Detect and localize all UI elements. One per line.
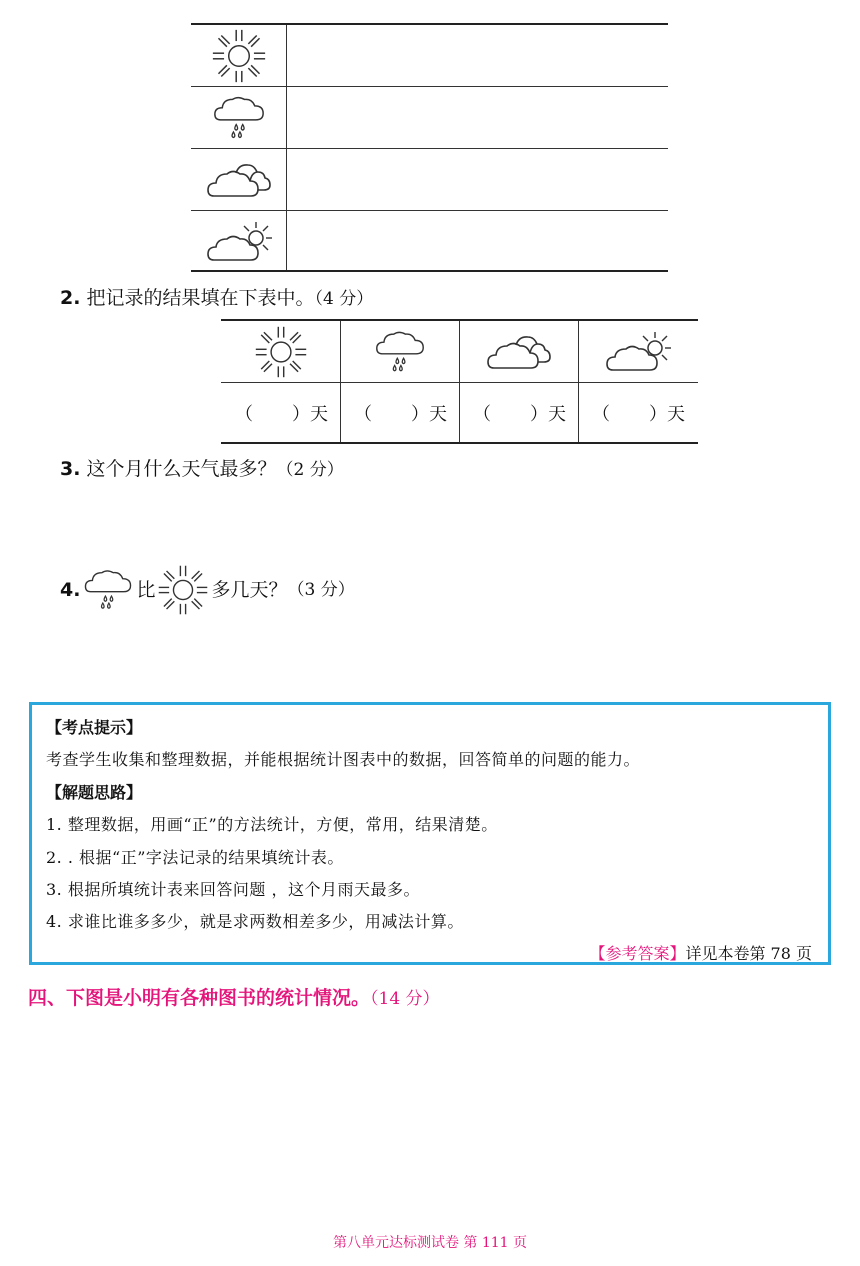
hint-heading-key-points: 【考点提示】 <box>46 718 143 737</box>
question-text: 这个月什么天气最多？ <box>86 458 277 480</box>
page-footer: 第八单元达标测试卷 第 111 页 <box>332 1235 528 1251</box>
record-table <box>191 23 668 272</box>
question-text-compare: 比 <box>136 579 156 601</box>
question-points: （2 分） <box>276 460 344 480</box>
sun-icon <box>211 28 267 84</box>
blank-open-paren: （ <box>592 404 610 425</box>
record-row-rainy <box>191 87 286 149</box>
hint-box <box>29 702 831 965</box>
question-points: （3 分） <box>287 580 355 600</box>
blank-open-paren: （ <box>354 404 372 425</box>
answer-blank-cloudy[interactable] <box>459 383 578 443</box>
section-title-text: 四、下图是小明有各种图书的统计情况。 <box>28 987 371 1009</box>
blank-open-paren: （ <box>235 404 253 425</box>
question-number: 4. <box>60 579 81 601</box>
record-row-cloudy <box>191 149 286 211</box>
cloud-icon <box>486 330 552 374</box>
rain-cloud-icon <box>211 92 267 144</box>
rain-cloud-icon <box>82 565 134 615</box>
question-text: 多几天？ <box>211 579 288 601</box>
hint-step-1: 1. 整理数据，用画“正”的方法统计，方便，常用，结果清楚。 <box>46 815 498 834</box>
answer-reference <box>589 941 812 964</box>
header-cloudy <box>459 321 578 382</box>
header-sunny <box>221 321 340 382</box>
sun-icon <box>157 564 209 616</box>
question-number: 2. <box>60 287 81 309</box>
question-4 <box>60 562 355 618</box>
answer-text: 详见本卷第 78 页 <box>685 944 812 963</box>
hint-step-4: 4. 求谁比谁多多少，就是求两数相差多少，用减法计算。 <box>46 912 464 931</box>
hint-heading-approach: 【解题思路】 <box>46 783 143 802</box>
blank-close-days: ）天 <box>411 404 447 425</box>
rain-cloud-icon <box>373 327 427 377</box>
header-rainy <box>340 321 459 382</box>
fill-table <box>221 319 698 444</box>
question-number: 3. <box>60 458 81 480</box>
blank-close-days: ）天 <box>292 404 328 425</box>
record-row-partly-cloudy <box>191 211 286 273</box>
cloud-icon <box>206 158 272 202</box>
question-2 <box>60 285 373 312</box>
cloud-sun-icon <box>206 220 272 264</box>
sun-icon <box>254 325 308 379</box>
blank-open-paren: （ <box>473 404 491 425</box>
answer-tag: 【参考答案】 <box>589 944 686 963</box>
answer-blank-partly-cloudy[interactable] <box>578 383 697 443</box>
question-text: 把记录的结果填在下表中。 <box>86 287 315 309</box>
hint-step-2: 2. . 根据“正”字法记录的结果填统计表。 <box>46 848 344 867</box>
answer-blank-rainy[interactable] <box>340 383 459 443</box>
hint-key-points-text: 考查学生收集和整理数据，并能根据统计图表中的数据，回答简单的问题的能力。 <box>46 750 641 769</box>
hint-step-3: 3. 根据所填统计表来回答问题 ，这个月雨天最多。 <box>46 880 420 899</box>
header-partly-cloudy <box>578 321 697 382</box>
cloud-sun-icon <box>605 330 671 374</box>
blank-close-days: ）天 <box>530 404 566 425</box>
answer-blank-sunny[interactable] <box>221 383 340 443</box>
blank-close-days: ）天 <box>649 404 685 425</box>
section-4-title <box>28 983 440 1010</box>
question-points: （4 分） <box>314 289 374 309</box>
section-points: （14 分） <box>370 989 440 1009</box>
record-row-sunny <box>191 25 286 87</box>
question-3 <box>60 456 344 483</box>
